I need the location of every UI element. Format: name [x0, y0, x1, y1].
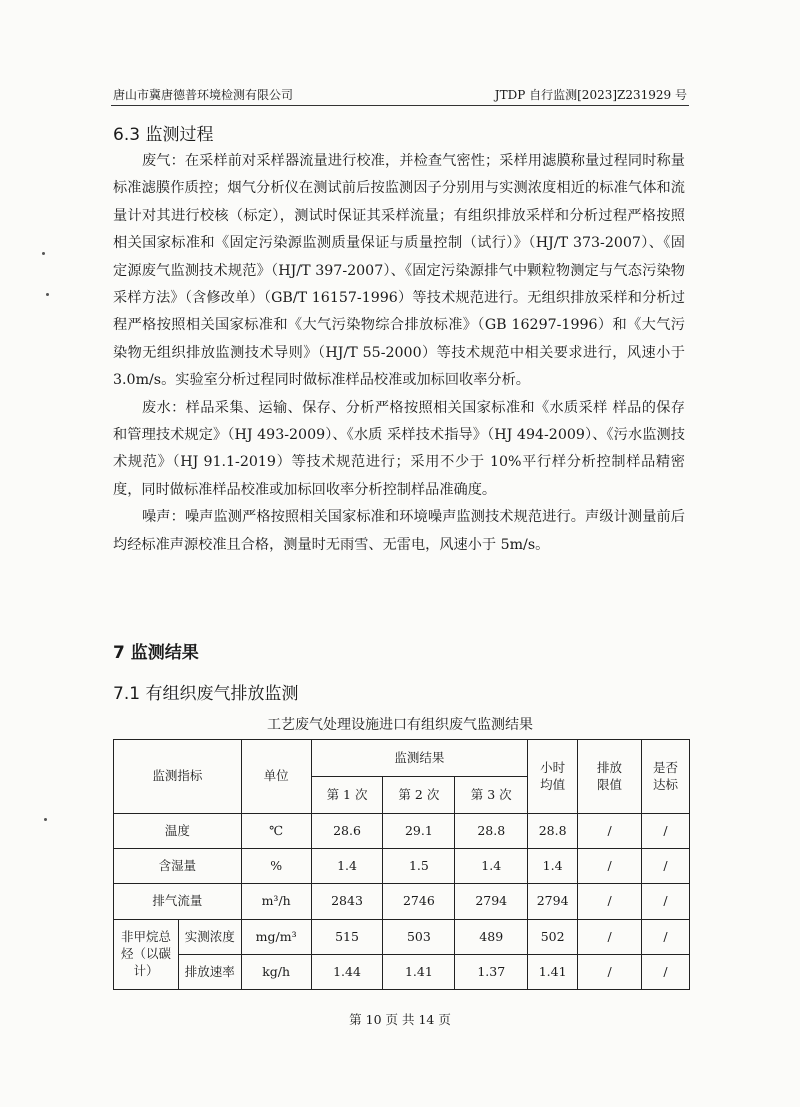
- row-limit: /: [578, 955, 642, 990]
- table-header-row: [114, 740, 690, 777]
- row-run-1: 28.6: [311, 814, 383, 849]
- row-run-3: 28.8: [455, 814, 528, 849]
- row-unit: m³/h: [241, 884, 311, 920]
- section-7-title: 7 监测结果: [113, 643, 199, 663]
- header-limit: 排放限值: [578, 740, 642, 814]
- row-compliant: /: [642, 955, 690, 990]
- table-row: [114, 814, 690, 849]
- row-run-2: 503: [383, 920, 455, 955]
- row-limit: /: [578, 849, 642, 884]
- row-avg: 28.8: [528, 814, 578, 849]
- row-run-2: 1.5: [383, 849, 455, 884]
- section-7-1-title: 7.1 有组织废气排放监测: [113, 684, 299, 704]
- table-row: [114, 849, 690, 884]
- row-compliant: /: [642, 849, 690, 884]
- header-compliant: 是否达标: [642, 740, 690, 814]
- paragraph-noise: 噪声：噪声监测严格按照相关国家标准和环境噪声监测技术规范进行。声级计测量前后均经标准声源校准且合格，测量时无雨雪、无雷电，风速小于 5m/s。: [113, 509, 685, 553]
- row-unit: ℃: [241, 814, 311, 849]
- row-run-1: 2843: [311, 884, 383, 920]
- row-run-3: 2794: [455, 884, 528, 920]
- header-hour-avg: 小时均值: [528, 740, 578, 814]
- header-run-1: 第 1 次: [311, 777, 383, 814]
- row-run-2: 1.41: [383, 955, 455, 990]
- company-name: 唐山市冀唐德普环境检测有限公司: [113, 88, 294, 102]
- row-limit: /: [578, 814, 642, 849]
- header-run-2: 第 2 次: [383, 777, 455, 814]
- scan-speck: [42, 252, 45, 255]
- row-name: 温度: [114, 814, 242, 849]
- results-table: [113, 739, 690, 990]
- row-run-2: 29.1: [383, 814, 455, 849]
- table-caption: 工艺废气处理设施进口有组织废气监测结果: [267, 717, 533, 733]
- table-row: [114, 955, 690, 990]
- row-name: 含湿量: [114, 849, 242, 884]
- section-6-3-title: 6.3 监测过程: [113, 125, 214, 145]
- header-run-3: 第 3 次: [455, 777, 528, 814]
- row-run-3: 1.37: [455, 955, 528, 990]
- row-run-3: 489: [455, 920, 528, 955]
- report-number: JTDP 自行监测[2023]Z231929 号: [494, 88, 687, 102]
- row-compliant: /: [642, 920, 690, 955]
- header-indicator: 监测指标: [114, 740, 242, 814]
- row-run-1: 1.4: [311, 849, 383, 884]
- header-divider: [111, 105, 689, 106]
- row-avg: 2794: [528, 884, 578, 920]
- row-name: 排放速率: [178, 955, 241, 990]
- table-row: [114, 884, 690, 920]
- page-footer: 第 10 页 共 14 页: [349, 1012, 451, 1027]
- row-unit: %: [241, 849, 311, 884]
- row-compliant: /: [642, 814, 690, 849]
- row-avg: 1.4: [528, 849, 578, 884]
- row-run-3: 1.4: [455, 849, 528, 884]
- row-name: 排气流量: [114, 884, 242, 920]
- row-compliant: /: [642, 884, 690, 920]
- group-name: 非甲烷总烃（以碳计）: [114, 920, 179, 990]
- row-limit: /: [578, 920, 642, 955]
- row-run-2: 2746: [383, 884, 455, 920]
- header-unit: 单位: [241, 740, 311, 814]
- row-limit: /: [578, 884, 642, 920]
- scan-speck: [46, 293, 49, 296]
- paragraph-waste-water: 废水：样品采集、运输、保存、分析严格按照相关国家标准和《水质采样 样品的保存和管理技术规定》（HJ 493-2009）、《水质 采样技术指导》（HJ 494-2009）、《污水监测技术规范》（HJ 91.1-2019）等技术规范进行；采用不少于 10%平行样分析控制样品精密度，同时做标准样品校准或加标回收率分析控制样品准确度。: [113, 399, 685, 498]
- table-row: [114, 920, 690, 955]
- row-unit: mg/m³: [241, 920, 311, 955]
- paragraph-waste-gas: 废气：在采样前对采样器流量进行校准，并检查气密性；采样用滤膜称量过程同时称量标准滤膜作质控；烟气分析仪在测试前后按监测因子分别用与实测浓度相近的标准气体和流量计对其进行校核（标定），测试时保证其采样流量；有组织排放采样和分析过程严格按照相关国家标准和《固定污染源监测质量保证与质量控制（试行）》（HJ/T 373-2007）、《固定源废气监测技术规范》（HJ/T 397-2007）、《固定污染源排气中颗粒物测定与气态污染物采样方法》（含修改单）（GB/T 16157-1996）等技术规范进行。无组织排放采样和分析过程严格按照相关国家标准和《大气污染物综合排放标准》（GB 16297-1996）和《大气污染物无组织排放监测技术导则》（HJ/T 55-2000）等技术规范中相关要求进行，风速小于 3.0m/s。实验室分析过程同时做标准样品校准或加标回收率分析。: [113, 153, 685, 389]
- row-run-1: 1.44: [311, 955, 383, 990]
- row-run-1: 515: [311, 920, 383, 955]
- row-avg: 502: [528, 920, 578, 955]
- row-avg: 1.41: [528, 955, 578, 990]
- section-6-3-body: [113, 148, 685, 559]
- scan-speck: [44, 818, 47, 821]
- header-results: 监测结果: [311, 740, 528, 777]
- row-unit: kg/h: [241, 955, 311, 990]
- row-name: 实测浓度: [178, 920, 241, 955]
